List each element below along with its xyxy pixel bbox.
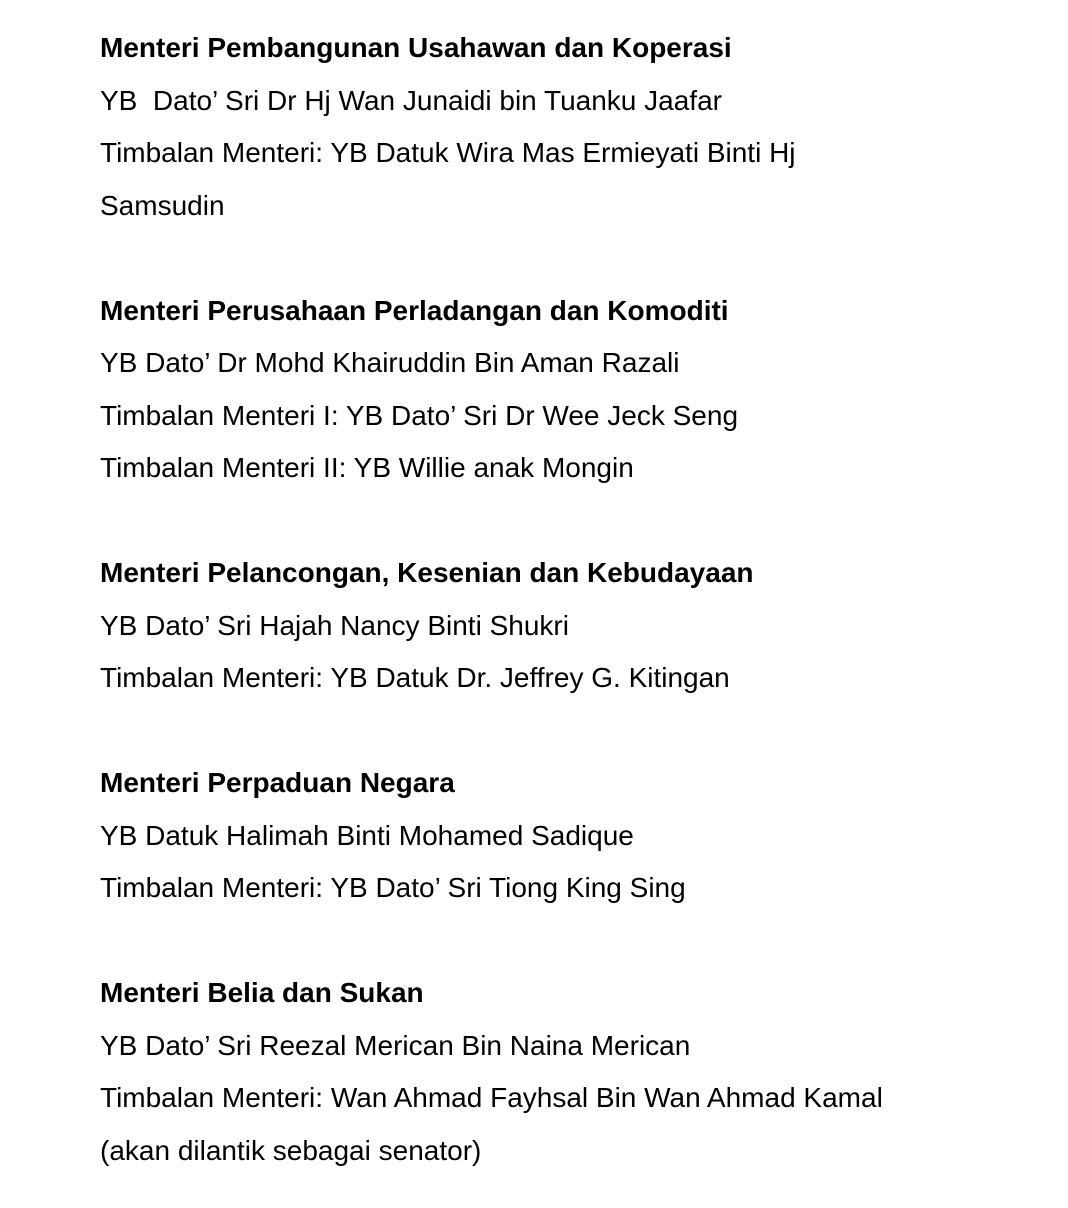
ministry-heading: Menteri Perpaduan Negara <box>100 767 455 798</box>
ministry-heading: Menteri Perusahaan Perladangan dan Komoditi <box>100 294 729 326</box>
minister-name: YB Dato’ Sri Reezal Merican Bin Naina Merican <box>100 1029 691 1061</box>
minister-name: YB Dato’ Sri Hajah Nancy Binti Shukri <box>100 609 569 641</box>
ministry-section-youth-sports <box>100 967 1000 1177</box>
deputy-minister-line: Timbalan Menteri: Wan Ahmad Fayhsal Bin Wan Ahmad Kamal <box>100 1082 883 1113</box>
deputy-minister-line-continued: Samsudin <box>100 189 225 221</box>
minister-name: YB Dato’ Sri Dr Hj Wan Junaidi bin Tuanku Jaafar <box>100 84 722 116</box>
deputy-minister-note: (akan dilantik sebagai senator) <box>100 1134 482 1166</box>
deputy-minister-line: Timbalan Menteri: YB Datuk Dr. Jeffrey G. Kitingan <box>100 662 730 693</box>
deputy-minister-1-line: Timbalan Menteri I: YB Dato’ Sri Dr Wee Jeck Seng <box>100 399 739 431</box>
ministry-section-plantation-commodities <box>100 285 1000 495</box>
deputy-minister-line: Timbalan Menteri: YB Datuk Wira Mas Ermieyati Binti Hj <box>100 137 796 168</box>
ministry-section-tourism-arts-culture <box>100 547 1000 705</box>
document-body <box>100 22 1000 1177</box>
deputy-minister-2-line: Timbalan Menteri II: YB Willie anak Mongin <box>100 452 634 483</box>
ministry-heading: Menteri Pelancongan, Kesenian dan Kebudayaan <box>100 557 754 588</box>
minister-name: YB Dato’ Dr Mohd Khairuddin Bin Aman Razali <box>100 347 680 378</box>
ministry-heading: Menteri Belia dan Sukan <box>100 977 424 1008</box>
deputy-minister-line: Timbalan Menteri: YB Dato’ Sri Tiong King Sing <box>100 872 686 903</box>
ministry-heading: Menteri Pembangunan Usahawan dan Koperasi <box>100 32 732 63</box>
ministry-section-national-unity <box>100 757 1000 915</box>
minister-name: YB Datuk Halimah Binti Mohamed Sadique <box>100 819 634 851</box>
ministry-section-entrepreneur-development <box>100 22 1000 232</box>
